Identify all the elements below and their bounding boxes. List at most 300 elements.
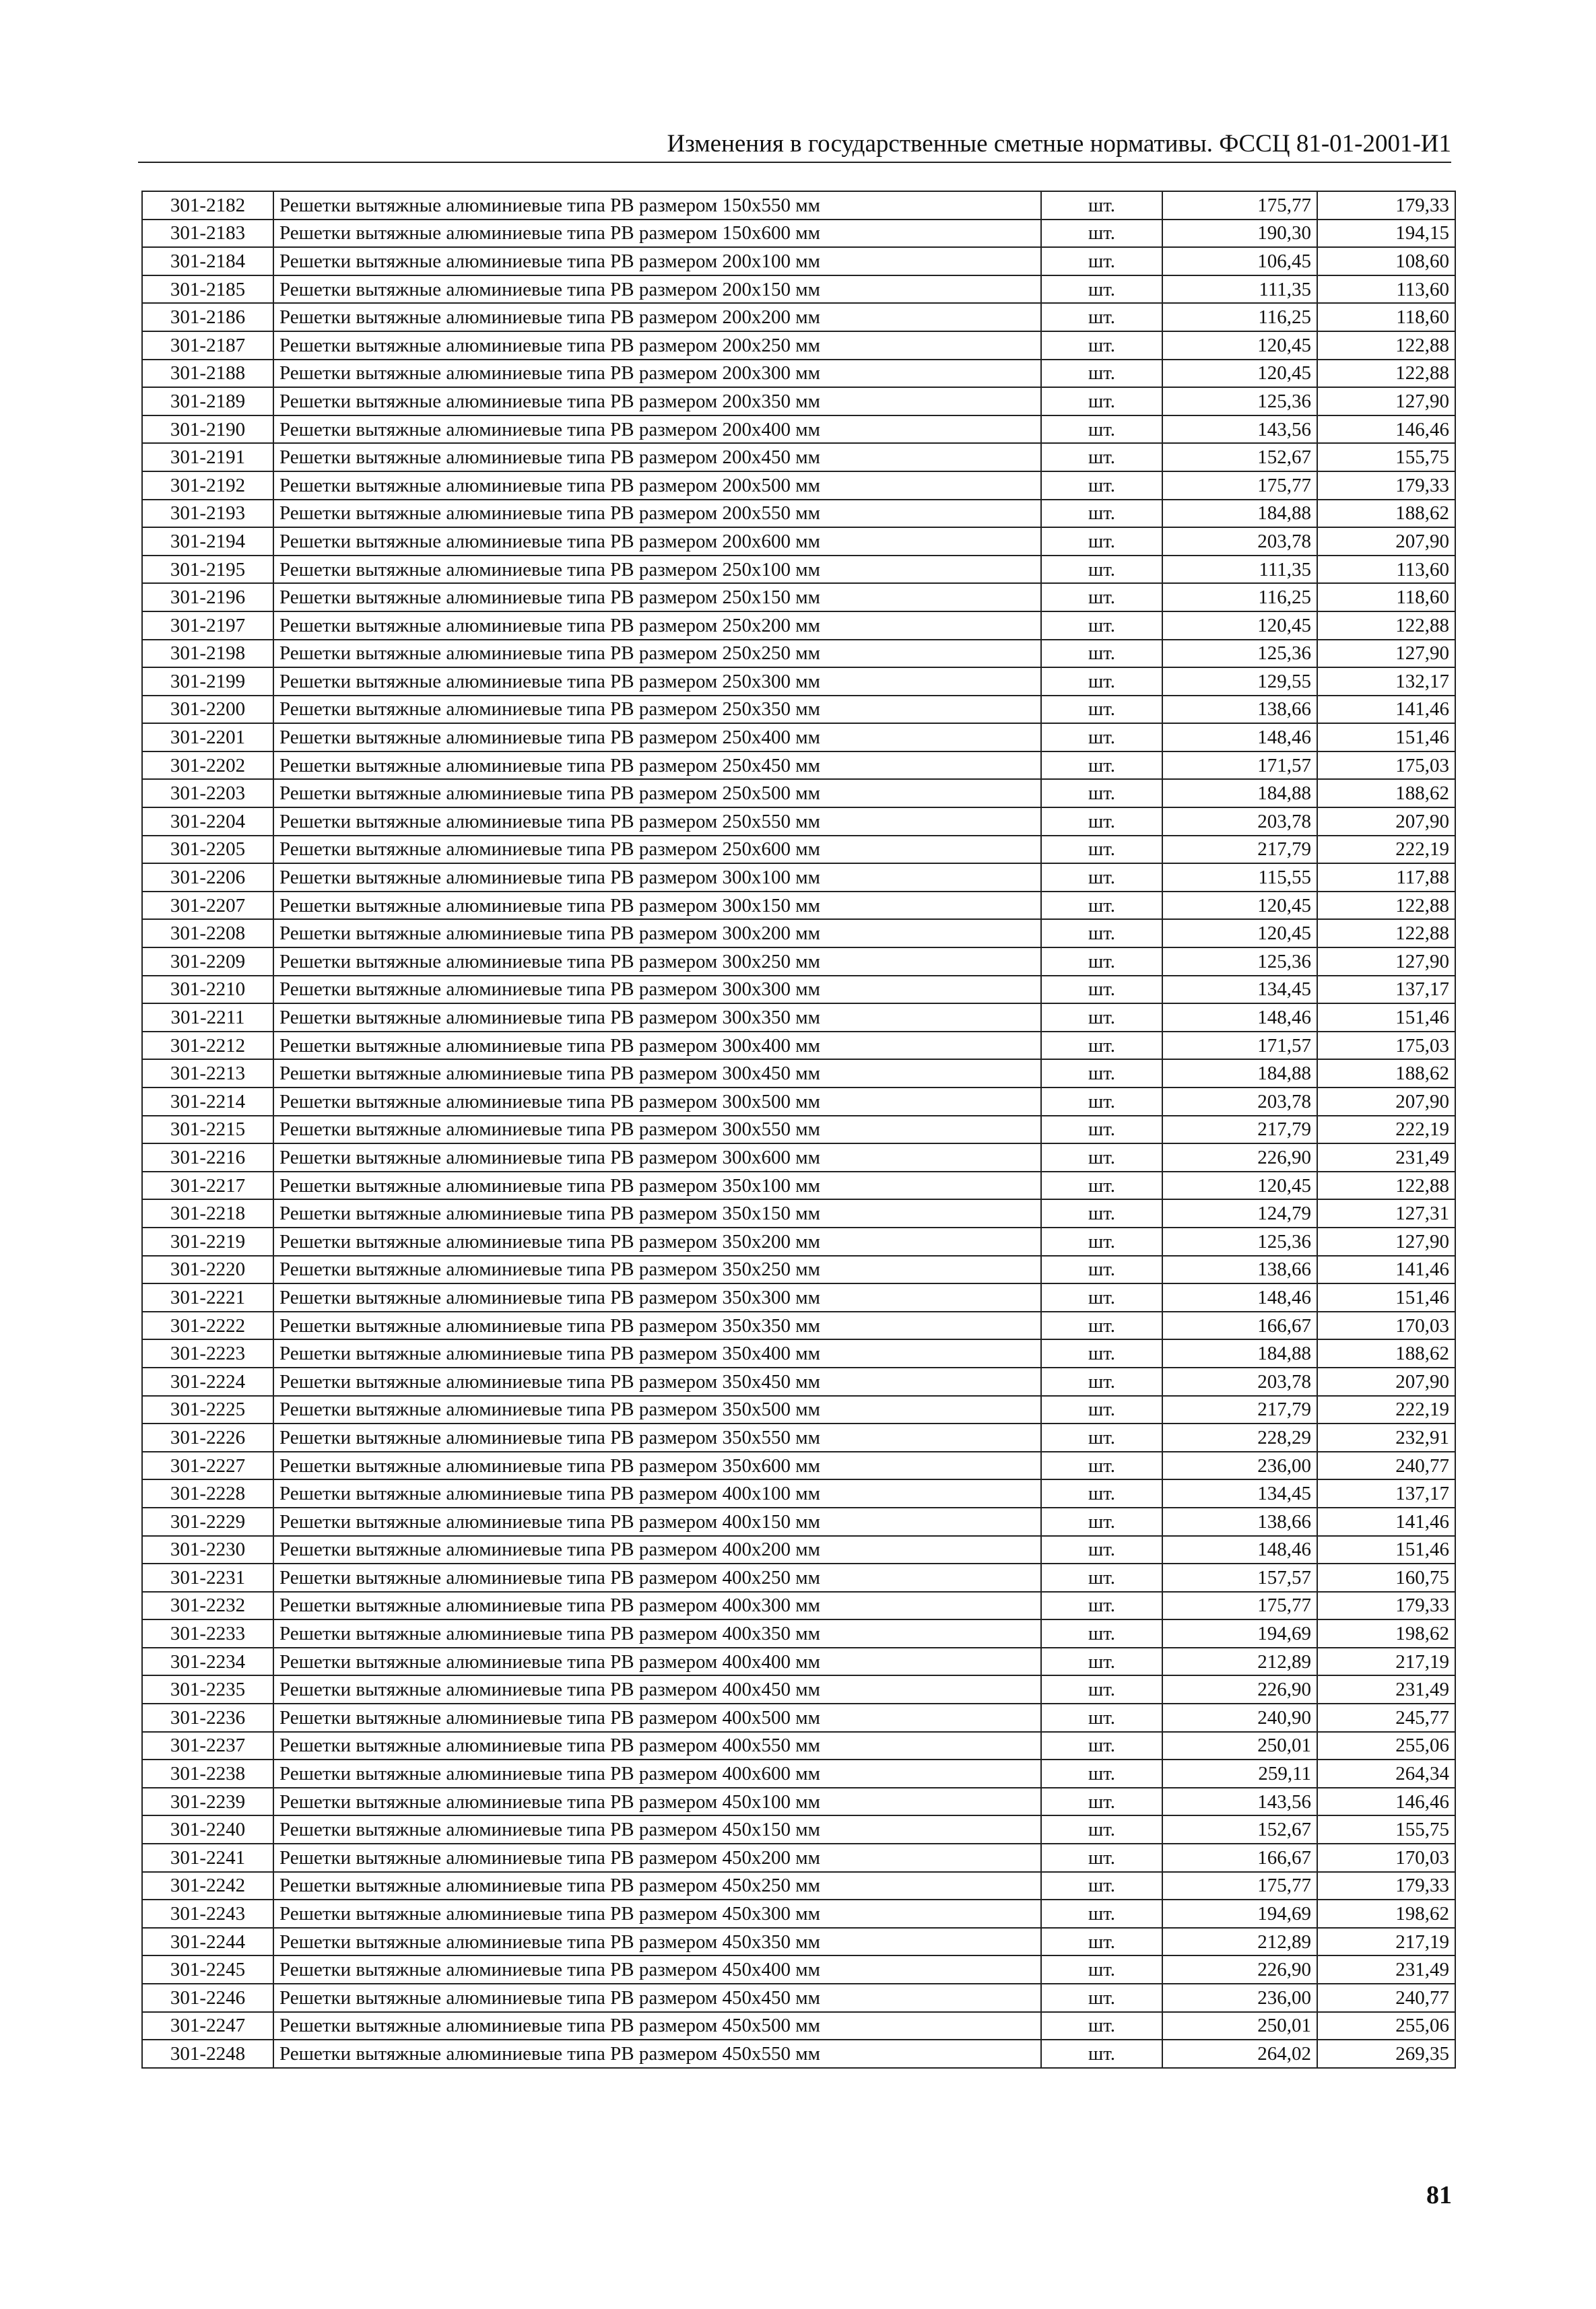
table-row <box>142 807 1455 836</box>
item-code: 301-2182 <box>142 191 273 220</box>
item-code: 301-2225 <box>142 1396 273 1424</box>
item-name: Решетки вытяжные алюминиевые типа РВ размером 350х600 мм <box>273 1452 1041 1480</box>
item-price-1: 236,00 <box>1162 1452 1317 1480</box>
item-price-2: 175,03 <box>1317 751 1455 780</box>
item-name: Решетки вытяжные алюминиевые типа РВ размером 450х200 мм <box>273 1844 1041 1872</box>
item-price-2: 122,88 <box>1317 892 1455 920</box>
item-price-1: 250,01 <box>1162 2012 1317 2040</box>
item-price-1: 226,90 <box>1162 1143 1317 1172</box>
item-price-2: 137,17 <box>1317 1479 1455 1508</box>
item-code: 301-2241 <box>142 1844 273 1872</box>
item-code: 301-2229 <box>142 1508 273 1536</box>
item-price-2: 151,46 <box>1317 1003 1455 1032</box>
item-code: 301-2198 <box>142 640 273 668</box>
item-code: 301-2220 <box>142 1256 273 1284</box>
item-price-1: 116,25 <box>1162 583 1317 611</box>
item-price-1: 116,25 <box>1162 303 1317 331</box>
table-row <box>142 1003 1455 1032</box>
item-price-2: 207,90 <box>1317 1368 1455 1396</box>
item-price-1: 203,78 <box>1162 1368 1317 1396</box>
item-price-1: 129,55 <box>1162 667 1317 696</box>
item-price-2: 217,19 <box>1317 1928 1455 1956</box>
item-code: 301-2189 <box>142 387 273 415</box>
item-code: 301-2217 <box>142 1172 273 1200</box>
item-price-2: 207,90 <box>1317 1087 1455 1116</box>
item-name: Решетки вытяжные алюминиевые типа РВ размером 250х600 мм <box>273 836 1041 864</box>
table-row <box>142 1760 1455 1788</box>
item-code: 301-2233 <box>142 1619 273 1648</box>
table-row <box>142 1732 1455 1760</box>
item-name: Решетки вытяжные алюминиевые типа РВ размером 400х200 мм <box>273 1536 1041 1564</box>
item-unit: шт. <box>1041 723 1162 751</box>
table-row <box>142 1396 1455 1424</box>
item-price-1: 125,36 <box>1162 1228 1317 1256</box>
item-price-1: 203,78 <box>1162 807 1317 836</box>
item-unit: шт. <box>1041 836 1162 864</box>
item-unit: шт. <box>1041 611 1162 640</box>
item-unit: шт. <box>1041 1872 1162 1900</box>
item-unit: шт. <box>1041 331 1162 360</box>
item-price-2: 255,06 <box>1317 2012 1455 2040</box>
item-price-1: 228,29 <box>1162 1424 1317 1452</box>
table-row <box>142 1536 1455 1564</box>
table-row <box>142 696 1455 724</box>
table-row <box>142 1955 1455 1984</box>
table-row <box>142 1283 1455 1312</box>
table-row <box>142 527 1455 556</box>
item-price-1: 184,88 <box>1162 1339 1317 1368</box>
item-name: Решетки вытяжные алюминиевые типа РВ размером 300х100 мм <box>273 863 1041 892</box>
table-row <box>142 331 1455 360</box>
item-name: Решетки вытяжные алюминиевые типа РВ размером 250х100 мм <box>273 556 1041 584</box>
item-code: 301-2194 <box>142 527 273 556</box>
table-row <box>142 1452 1455 1480</box>
item-code: 301-2210 <box>142 976 273 1004</box>
item-unit: шт. <box>1041 1087 1162 1116</box>
item-unit: шт. <box>1041 220 1162 248</box>
item-price-2: 132,17 <box>1317 667 1455 696</box>
item-price-2: 141,46 <box>1317 1256 1455 1284</box>
item-price-2: 255,06 <box>1317 1732 1455 1760</box>
item-price-2: 232,91 <box>1317 1424 1455 1452</box>
item-code: 301-2218 <box>142 1199 273 1228</box>
item-name: Решетки вытяжные алюминиевые типа РВ размером 450х300 мм <box>273 1900 1041 1928</box>
table-row <box>142 1172 1455 1200</box>
item-unit: шт. <box>1041 1760 1162 1788</box>
item-code: 301-2205 <box>142 836 273 864</box>
item-code: 301-2201 <box>142 723 273 751</box>
item-unit: шт. <box>1041 1564 1162 1592</box>
table-row <box>142 1508 1455 1536</box>
table-row <box>142 947 1455 976</box>
item-unit: шт. <box>1041 1256 1162 1284</box>
table-row <box>142 1872 1455 1900</box>
table-row <box>142 1592 1455 1620</box>
item-name: Решетки вытяжные алюминиевые типа РВ размером 200х350 мм <box>273 387 1041 415</box>
item-price-1: 111,35 <box>1162 275 1317 304</box>
item-price-1: 148,46 <box>1162 1536 1317 1564</box>
item-code: 301-2219 <box>142 1228 273 1256</box>
table-row <box>142 611 1455 640</box>
item-price-2: 188,62 <box>1317 1339 1455 1368</box>
item-unit: шт. <box>1041 1675 1162 1704</box>
item-price-1: 171,57 <box>1162 1032 1317 1060</box>
item-unit: шт. <box>1041 919 1162 947</box>
item-price-2: 231,49 <box>1317 1675 1455 1704</box>
item-unit: шт. <box>1041 751 1162 780</box>
item-name: Решетки вытяжные алюминиевые типа РВ размером 300х600 мм <box>273 1143 1041 1172</box>
table-row <box>142 1479 1455 1508</box>
item-price-1: 148,46 <box>1162 723 1317 751</box>
item-name: Решетки вытяжные алюминиевые типа РВ размером 200х400 мм <box>273 415 1041 444</box>
item-price-2: 170,03 <box>1317 1844 1455 1872</box>
item-price-2: 222,19 <box>1317 836 1455 864</box>
item-unit: шт. <box>1041 1339 1162 1368</box>
item-name: Решетки вытяжные алюминиевые типа РВ размером 200х450 мм <box>273 443 1041 471</box>
item-price-1: 143,56 <box>1162 1788 1317 1816</box>
item-unit: шт. <box>1041 1704 1162 1732</box>
item-unit: шт. <box>1041 1815 1162 1844</box>
item-unit: шт. <box>1041 1900 1162 1928</box>
item-code: 301-2236 <box>142 1704 273 1732</box>
item-name: Решетки вытяжные алюминиевые типа РВ размером 250х450 мм <box>273 751 1041 780</box>
item-price-2: 207,90 <box>1317 807 1455 836</box>
item-unit: шт. <box>1041 696 1162 724</box>
item-price-2: 194,15 <box>1317 220 1455 248</box>
item-unit: шт. <box>1041 1648 1162 1676</box>
table-row <box>142 919 1455 947</box>
item-unit: шт. <box>1041 527 1162 556</box>
item-name: Решетки вытяжные алюминиевые типа РВ размером 350х150 мм <box>273 1199 1041 1228</box>
item-price-2: 122,88 <box>1317 1172 1455 1200</box>
item-name: Решетки вытяжные алюминиевые типа РВ размером 200х150 мм <box>273 275 1041 304</box>
item-price-1: 125,36 <box>1162 640 1317 668</box>
item-unit: шт. <box>1041 1452 1162 1480</box>
table-row <box>142 1256 1455 1284</box>
table-row <box>142 387 1455 415</box>
item-price-2: 222,19 <box>1317 1116 1455 1144</box>
item-price-2: 127,90 <box>1317 947 1455 976</box>
item-name: Решетки вытяжные алюминиевые типа РВ размером 450х550 мм <box>273 2040 1041 2068</box>
item-unit: шт. <box>1041 387 1162 415</box>
item-name: Решетки вытяжные алюминиевые типа РВ размером 300х550 мм <box>273 1116 1041 1144</box>
item-unit: шт. <box>1041 1479 1162 1508</box>
item-code: 301-2211 <box>142 1003 273 1032</box>
item-price-2: 118,60 <box>1317 583 1455 611</box>
item-unit: шт. <box>1041 556 1162 584</box>
item-price-1: 226,90 <box>1162 1955 1317 1984</box>
item-unit: шт. <box>1041 947 1162 976</box>
item-unit: шт. <box>1041 1619 1162 1648</box>
table-row <box>142 1228 1455 1256</box>
item-price-1: 190,30 <box>1162 220 1317 248</box>
item-price-2: 127,90 <box>1317 640 1455 668</box>
item-price-1: 194,69 <box>1162 1619 1317 1648</box>
item-unit: шт. <box>1041 1424 1162 1452</box>
item-code: 301-2242 <box>142 1872 273 1900</box>
table-row <box>142 247 1455 275</box>
item-price-2: 122,88 <box>1317 331 1455 360</box>
item-code: 301-2224 <box>142 1368 273 1396</box>
item-code: 301-2234 <box>142 1648 273 1676</box>
item-code: 301-2200 <box>142 696 273 724</box>
item-code: 301-2222 <box>142 1312 273 1340</box>
table-row <box>142 1339 1455 1368</box>
item-name: Решетки вытяжные алюминиевые типа РВ размером 300х500 мм <box>273 1087 1041 1116</box>
item-name: Решетки вытяжные алюминиевые типа РВ размером 450х100 мм <box>273 1788 1041 1816</box>
item-unit: шт. <box>1041 2040 1162 2068</box>
item-code: 301-2188 <box>142 360 273 388</box>
item-unit: шт. <box>1041 1536 1162 1564</box>
item-price-1: 264,02 <box>1162 2040 1317 2068</box>
item-code: 301-2190 <box>142 415 273 444</box>
item-unit: шт. <box>1041 640 1162 668</box>
item-code: 301-2192 <box>142 471 273 500</box>
item-code: 301-2228 <box>142 1479 273 1508</box>
item-price-1: 148,46 <box>1162 1283 1317 1312</box>
item-unit: шт. <box>1041 1955 1162 1984</box>
item-unit: шт. <box>1041 1228 1162 1256</box>
item-unit: шт. <box>1041 471 1162 500</box>
page-header <box>138 128 1451 163</box>
item-unit: шт. <box>1041 583 1162 611</box>
item-code: 301-2237 <box>142 1732 273 1760</box>
item-name: Решетки вытяжные алюминиевые типа РВ размером 200х250 мм <box>273 331 1041 360</box>
item-price-2: 146,46 <box>1317 415 1455 444</box>
item-code: 301-2212 <box>142 1032 273 1060</box>
item-code: 301-2191 <box>142 443 273 471</box>
item-unit: шт. <box>1041 863 1162 892</box>
item-price-2: 146,46 <box>1317 1788 1455 1816</box>
item-name: Решетки вытяжные алюминиевые типа РВ размером 200х100 мм <box>273 247 1041 275</box>
table-row <box>142 1844 1455 1872</box>
item-unit: шт. <box>1041 1143 1162 1172</box>
table-row <box>142 1143 1455 1172</box>
item-code: 301-2226 <box>142 1424 273 1452</box>
item-price-1: 111,35 <box>1162 556 1317 584</box>
item-name: Решетки вытяжные алюминиевые типа РВ размером 150х550 мм <box>273 191 1041 220</box>
item-unit: шт. <box>1041 1732 1162 1760</box>
item-price-2: 198,62 <box>1317 1900 1455 1928</box>
item-name: Решетки вытяжные алюминиевые типа РВ размером 400х500 мм <box>273 1704 1041 1732</box>
item-price-2: 108,60 <box>1317 247 1455 275</box>
price-table <box>141 191 1456 2069</box>
item-unit: шт. <box>1041 892 1162 920</box>
item-code: 301-2186 <box>142 303 273 331</box>
item-code: 301-2235 <box>142 1675 273 1704</box>
item-code: 301-2231 <box>142 1564 273 1592</box>
item-code: 301-2246 <box>142 1984 273 2012</box>
item-price-1: 184,88 <box>1162 500 1317 528</box>
item-name: Решетки вытяжные алюминиевые типа РВ размером 350х350 мм <box>273 1312 1041 1340</box>
table-row <box>142 500 1455 528</box>
item-unit: шт. <box>1041 1788 1162 1816</box>
item-name: Решетки вытяжные алюминиевые типа РВ размером 400х450 мм <box>273 1675 1041 1704</box>
item-price-1: 166,67 <box>1162 1312 1317 1340</box>
table-row <box>142 1564 1455 1592</box>
table-row <box>142 1312 1455 1340</box>
item-price-1: 212,89 <box>1162 1648 1317 1676</box>
item-price-1: 138,66 <box>1162 1508 1317 1536</box>
item-code: 301-2239 <box>142 1788 273 1816</box>
item-price-1: 212,89 <box>1162 1928 1317 1956</box>
item-code: 301-2240 <box>142 1815 273 1844</box>
item-price-2: 245,77 <box>1317 1704 1455 1732</box>
item-name: Решетки вытяжные алюминиевые типа РВ размером 400х100 мм <box>273 1479 1041 1508</box>
item-unit: шт. <box>1041 1172 1162 1200</box>
item-name: Решетки вытяжные алюминиевые типа РВ размером 250х200 мм <box>273 611 1041 640</box>
item-price-1: 259,11 <box>1162 1760 1317 1788</box>
item-price-2: 117,88 <box>1317 863 1455 892</box>
item-price-2: 118,60 <box>1317 303 1455 331</box>
item-name: Решетки вытяжные алюминиевые типа РВ размером 200х500 мм <box>273 471 1041 500</box>
item-name: Решетки вытяжные алюминиевые типа РВ размером 400х400 мм <box>273 1648 1041 1676</box>
item-unit: шт. <box>1041 1592 1162 1620</box>
table-row <box>142 1116 1455 1144</box>
item-price-1: 125,36 <box>1162 387 1317 415</box>
item-name: Решетки вытяжные алюминиевые типа РВ размером 400х300 мм <box>273 1592 1041 1620</box>
item-code: 301-2248 <box>142 2040 273 2068</box>
item-price-2: 198,62 <box>1317 1619 1455 1648</box>
item-code: 301-2243 <box>142 1900 273 1928</box>
table-row <box>142 303 1455 331</box>
item-code: 301-2245 <box>142 1955 273 1984</box>
item-code: 301-2193 <box>142 500 273 528</box>
item-name: Решетки вытяжные алюминиевые типа РВ размером 400х150 мм <box>273 1508 1041 1536</box>
item-price-1: 171,57 <box>1162 751 1317 780</box>
item-code: 301-2184 <box>142 247 273 275</box>
item-price-1: 120,45 <box>1162 360 1317 388</box>
item-price-1: 120,45 <box>1162 611 1317 640</box>
table-row <box>142 863 1455 892</box>
item-price-2: 231,49 <box>1317 1955 1455 1984</box>
item-name: Решетки вытяжные алюминиевые типа РВ размером 350х450 мм <box>273 1368 1041 1396</box>
item-price-2: 122,88 <box>1317 919 1455 947</box>
item-code: 301-2214 <box>142 1087 273 1116</box>
table-row <box>142 1704 1455 1732</box>
item-price-2: 113,60 <box>1317 556 1455 584</box>
item-code: 301-2199 <box>142 667 273 696</box>
item-price-2: 141,46 <box>1317 696 1455 724</box>
item-name: Решетки вытяжные алюминиевые типа РВ размером 300х200 мм <box>273 919 1041 947</box>
table-row <box>142 976 1455 1004</box>
item-price-2: 122,88 <box>1317 360 1455 388</box>
item-price-1: 217,79 <box>1162 836 1317 864</box>
item-price-1: 120,45 <box>1162 892 1317 920</box>
item-code: 301-2244 <box>142 1928 273 1956</box>
item-price-1: 134,45 <box>1162 976 1317 1004</box>
item-code: 301-2216 <box>142 1143 273 1172</box>
table-row <box>142 1788 1455 1816</box>
table-row <box>142 1368 1455 1396</box>
item-code: 301-2213 <box>142 1059 273 1087</box>
item-code: 301-2206 <box>142 863 273 892</box>
table-row <box>142 360 1455 388</box>
item-unit: шт. <box>1041 1368 1162 1396</box>
item-name: Решетки вытяжные алюминиевые типа РВ размером 350х200 мм <box>273 1228 1041 1256</box>
table-row <box>142 443 1455 471</box>
item-price-1: 217,79 <box>1162 1396 1317 1424</box>
item-price-2: 151,46 <box>1317 1283 1455 1312</box>
item-price-2: 137,17 <box>1317 976 1455 1004</box>
item-name: Решетки вытяжные алюминиевые типа РВ размером 300х400 мм <box>273 1032 1041 1060</box>
item-code: 301-2232 <box>142 1592 273 1620</box>
item-price-2: 122,88 <box>1317 611 1455 640</box>
table-row <box>142 1059 1455 1087</box>
item-name: Решетки вытяжные алюминиевые типа РВ размером 350х550 мм <box>273 1424 1041 1452</box>
item-unit: шт. <box>1041 1116 1162 1144</box>
item-name: Решетки вытяжные алюминиевые типа РВ размером 450х250 мм <box>273 1872 1041 1900</box>
item-unit: шт. <box>1041 247 1162 275</box>
item-name: Решетки вытяжные алюминиевые типа РВ размером 200х600 мм <box>273 527 1041 556</box>
table-row <box>142 640 1455 668</box>
table-row <box>142 415 1455 444</box>
item-code: 301-2247 <box>142 2012 273 2040</box>
item-unit: шт. <box>1041 303 1162 331</box>
item-unit: шт. <box>1041 1984 1162 2012</box>
table-row <box>142 892 1455 920</box>
item-price-1: 138,66 <box>1162 696 1317 724</box>
item-code: 301-2183 <box>142 220 273 248</box>
item-code: 301-2203 <box>142 779 273 807</box>
item-unit: шт. <box>1041 976 1162 1004</box>
item-price-1: 184,88 <box>1162 779 1317 807</box>
table-row <box>142 275 1455 304</box>
item-unit: шт. <box>1041 275 1162 304</box>
item-price-1: 125,36 <box>1162 947 1317 976</box>
table-row <box>142 556 1455 584</box>
item-price-2: 264,34 <box>1317 1760 1455 1788</box>
item-price-1: 226,90 <box>1162 1675 1317 1704</box>
item-code: 301-2208 <box>142 919 273 947</box>
item-name: Решетки вытяжные алюминиевые типа РВ размером 250х300 мм <box>273 667 1041 696</box>
item-name: Решетки вытяжные алюминиевые типа РВ размером 300х250 мм <box>273 947 1041 976</box>
item-price-1: 157,57 <box>1162 1564 1317 1592</box>
item-price-1: 175,77 <box>1162 1592 1317 1620</box>
item-price-2: 217,19 <box>1317 1648 1455 1676</box>
table-row <box>142 779 1455 807</box>
item-price-1: 148,46 <box>1162 1003 1317 1032</box>
item-price-2: 113,60 <box>1317 275 1455 304</box>
item-price-1: 120,45 <box>1162 1172 1317 1200</box>
item-unit: шт. <box>1041 360 1162 388</box>
item-price-2: 179,33 <box>1317 471 1455 500</box>
item-price-2: 188,62 <box>1317 779 1455 807</box>
item-name: Решетки вытяжные алюминиевые типа РВ размером 250х550 мм <box>273 807 1041 836</box>
item-price-2: 269,35 <box>1317 2040 1455 2068</box>
table-row <box>142 1648 1455 1676</box>
item-price-2: 151,46 <box>1317 723 1455 751</box>
item-name: Решетки вытяжные алюминиевые типа РВ размером 350х300 мм <box>273 1283 1041 1312</box>
item-name: Решетки вытяжные алюминиевые типа РВ размером 300х450 мм <box>273 1059 1041 1087</box>
table-row <box>142 1815 1455 1844</box>
item-code: 301-2230 <box>142 1536 273 1564</box>
item-code: 301-2227 <box>142 1452 273 1480</box>
item-price-1: 166,67 <box>1162 1844 1317 1872</box>
item-code: 301-2221 <box>142 1283 273 1312</box>
table-row <box>142 1619 1455 1648</box>
item-name: Решетки вытяжные алюминиевые типа РВ размером 200х200 мм <box>273 303 1041 331</box>
item-name: Решетки вытяжные алюминиевые типа РВ размером 250х250 мм <box>273 640 1041 668</box>
item-price-1: 115,55 <box>1162 863 1317 892</box>
item-code: 301-2238 <box>142 1760 273 1788</box>
item-name: Решетки вытяжные алюминиевые типа РВ размером 450х450 мм <box>273 1984 1041 2012</box>
item-price-2: 179,33 <box>1317 1592 1455 1620</box>
item-name: Решетки вытяжные алюминиевые типа РВ размером 250х500 мм <box>273 779 1041 807</box>
item-price-2: 175,03 <box>1317 1032 1455 1060</box>
item-price-2: 141,46 <box>1317 1508 1455 1536</box>
item-price-2: 207,90 <box>1317 527 1455 556</box>
